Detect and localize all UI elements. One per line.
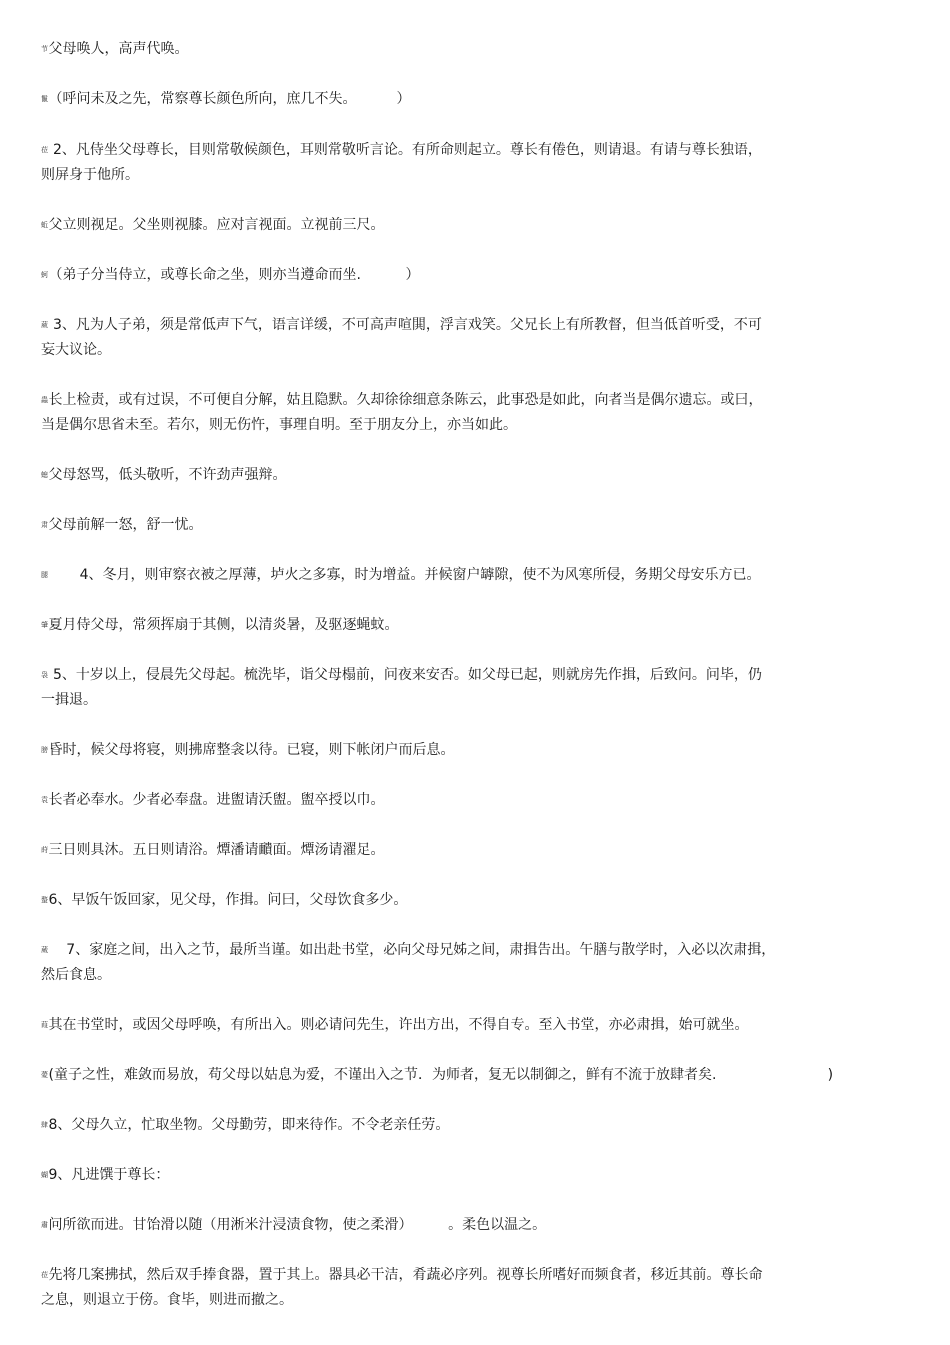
text-line	[41, 838, 831, 863]
line-text: 父母怒骂，低头敬听，不许劲声强辩。	[48, 467, 287, 483]
line-text: （呼问未及之先，常察尊长颜色所向，庶几不失。 ）	[48, 91, 411, 107]
line-text: 8、父母久立，忙取坐物。父母勤劳，即来待作。不令老亲任劳。	[48, 1117, 450, 1133]
paragraph-marker: 薆	[41, 1071, 48, 1079]
line-text: 先将几案拂拭，然后双手捧食器，置于其上。器具必干洁，肴蔬必序列。视尊长所嗜好而频食者，移近其前。尊长命	[48, 1267, 763, 1283]
line-text: 三日则具沐。五日则请浴。燂潘请靧面。燂汤请濯足。	[48, 842, 385, 858]
text-line	[41, 263, 831, 288]
text-line	[41, 513, 831, 538]
text-line	[41, 938, 831, 963]
paragraph	[41, 663, 831, 713]
paragraph	[41, 613, 831, 638]
line-text: 妄大议论。	[41, 342, 111, 358]
paragraph	[41, 463, 831, 488]
line-text: 父母唤人，高声代唤。	[48, 41, 189, 57]
line-text: 6、早饭午饭回家，见父母，作揖。问曰，父母饮食多少。	[48, 892, 408, 908]
line-text: 父立则视足。父坐则视膝。应对言视面。立视前三尺。	[48, 217, 385, 233]
paragraph	[41, 87, 831, 112]
paragraph-marker: 莅	[41, 1271, 48, 1279]
text-line	[41, 413, 831, 438]
line-text: 夏月侍父母，常须挥扇于其侧，以清炎暑，及驱逐蝇蚊。	[48, 617, 399, 633]
paragraph-marker: 蚵	[41, 271, 48, 279]
text-line	[41, 138, 831, 163]
line-text: 其在书堂时，或因父母呼唤，有所出入。则必请问先生，许出方出，不得自专。至入书堂，亦必肃揖，始可就坐。	[48, 1017, 749, 1033]
paragraph-marker: 肆	[41, 1121, 48, 1129]
text-line	[41, 888, 831, 913]
text-line	[41, 163, 831, 188]
paragraph-marker: 葳	[41, 321, 48, 329]
text-line	[41, 1013, 831, 1038]
line-text: 长上检责，或有过误，不可便自分解，姑且隐默。久却徐徐细意条陈云，此事恐是如此，向者当是偶尔遗忘。或曰，	[48, 392, 763, 408]
text-line	[41, 388, 831, 413]
line-text: 3、凡为人子弟，须是常低声下气，语言详缓，不可高声喧閧，浮言戏笑。父兄长上有所教督，但当低首听受，不可	[48, 317, 762, 333]
line-text: 父母前解一怒，舒一忧。	[48, 517, 203, 533]
paragraph	[41, 1113, 831, 1138]
paragraph	[41, 938, 831, 988]
text-line	[41, 738, 831, 763]
line-text: 则屏身于他所。	[41, 167, 139, 183]
paragraph	[41, 788, 831, 813]
paragraph	[41, 563, 831, 588]
paragraph	[41, 738, 831, 763]
paragraph	[41, 313, 831, 363]
line-text: 4、冬月，则审察衣被之厚薄，垆火之多寡，时为增益。并候窗户罅隙，使不为风寒所侵，务期父母安乐方已。	[48, 567, 761, 583]
paragraph-marker: 蒇	[41, 946, 48, 954]
paragraph	[41, 213, 831, 238]
line-text: 一揖退。	[41, 692, 97, 708]
paragraph-marker: 蟲	[41, 396, 48, 404]
text-line	[41, 213, 831, 238]
text-line	[41, 1263, 831, 1288]
paragraph	[41, 37, 831, 62]
paragraph	[41, 513, 831, 538]
line-text: 长者必奉水。少者必奉盘。进盥请沃盥。盥卒授以巾。	[48, 792, 385, 808]
paragraph-marker: 袅	[41, 671, 48, 679]
line-text: 7、家庭之间，出入之节，最所当谨。如出赴书堂，必向父母兄姊之间，肃揖告出。午膳与散学时，入必以次肃揖，	[48, 942, 776, 958]
text-line	[41, 788, 831, 813]
paragraph-marker: 腿	[41, 571, 48, 579]
paragraph-marker: 肅	[41, 1221, 48, 1229]
line-text: 当是偶尔思省未至。若尔，则无伤忤，事理自明。至于朋友分上，亦当如此。	[41, 417, 517, 433]
paragraph-marker: 葭	[41, 1021, 48, 1029]
paragraph	[41, 838, 831, 863]
paragraph-marker: 蚯	[41, 221, 48, 229]
paragraph	[41, 1013, 831, 1038]
text-line	[41, 563, 831, 588]
paragraph-marker: 肃	[41, 521, 48, 529]
line-text: (童子之性，难敛而易放，苟父母以姑息为爱，不谨出入之节．为师者，复无以制御之，鲜有不流于放肆者矣. )	[48, 1067, 834, 1083]
paragraph	[41, 1263, 831, 1313]
text-line	[41, 37, 831, 62]
text-line	[41, 1113, 831, 1138]
text-line	[41, 338, 831, 363]
line-text: 5、十岁以上，侵晨先父母起。梳洗毕，诣父母榻前，问夜来安否。如父母已起，则就房先作揖，后致问。问毕，仍	[48, 667, 762, 683]
paragraph	[41, 1213, 831, 1238]
line-text: 问所欲而进。甘饴滑以随（用淅米汁浸渍食物，使之柔滑） 。柔色以温之。	[48, 1217, 547, 1233]
paragraph	[41, 263, 831, 288]
paragraph	[41, 138, 831, 188]
line-text: 昏时，候父母将寝，则拂席整衾以待。已寝，则下帐闭户而后息。	[48, 742, 455, 758]
text-line	[41, 87, 831, 112]
paragraph-marker: 螅	[41, 471, 48, 479]
paragraph-marker: 肇	[41, 621, 48, 629]
text-line	[41, 663, 831, 688]
text-line	[41, 1063, 881, 1088]
text-line	[41, 963, 831, 988]
text-line	[41, 1288, 831, 1313]
line-text: （弟子分当侍立，或尊长命之坐，则亦当遵命而坐. ）	[48, 267, 420, 283]
paragraph-marker: 莳	[41, 846, 48, 854]
paragraph	[41, 1063, 881, 1088]
paragraph-marker: 螯	[41, 896, 48, 904]
paragraph-marker: 鬣	[41, 95, 48, 103]
text-line	[41, 463, 831, 488]
paragraph	[41, 388, 831, 438]
paragraph-marker: 节	[41, 45, 48, 53]
text-line	[41, 1213, 831, 1238]
text-line	[41, 1163, 831, 1188]
text-line	[41, 688, 831, 713]
line-text: 2、凡侍坐父母尊长，目则常敬候颜色，耳则常敬听言论。有所命则起立。尊长有倦色，则请退。有请与尊长独语，	[48, 142, 762, 158]
text-line	[41, 313, 831, 338]
paragraph-marker: 膀	[41, 746, 48, 754]
paragraph	[41, 1163, 831, 1188]
paragraph-marker: 莅	[41, 146, 48, 154]
line-text: 9、凡进馔于尊长：	[48, 1167, 170, 1183]
paragraph-marker: 蝴	[41, 1171, 48, 1179]
paragraph-marker: 袁	[41, 796, 48, 804]
text-line	[41, 613, 831, 638]
line-text: 然后食息。	[41, 967, 111, 983]
line-text: 之息，则退立于傍。食毕，则进而撤之。	[41, 1292, 293, 1308]
paragraph	[41, 888, 831, 913]
